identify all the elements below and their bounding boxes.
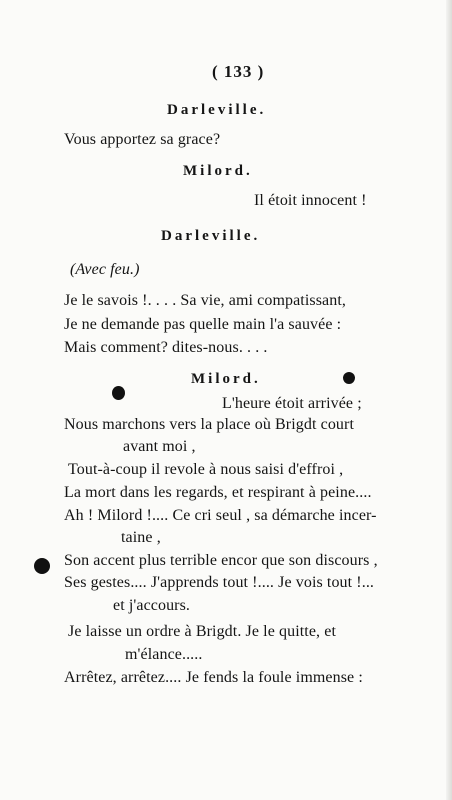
verse-line: Vous apportez sa grace? [64, 131, 221, 148]
speaker-name: Milord. [191, 371, 261, 387]
ink-blot [34, 558, 50, 574]
verse-line: taine , [121, 529, 161, 546]
verse-line: Arrêtez, arrêtez.... Je fends la foule immense : [64, 669, 363, 686]
page-number: ( 133 ) [212, 62, 265, 81]
verse-line: Ah ! Milord !.... Ce cri seul , sa démarche incer- [64, 507, 377, 524]
speaker-name: Darleville. [167, 102, 267, 118]
ink-blot [112, 386, 125, 400]
verse-line: m'élance..... [125, 646, 203, 663]
verse-line: Il étoit innocent ! [254, 192, 367, 209]
verse-line: Je laisse un ordre à Brigdt. Je le quitte, et [68, 623, 336, 640]
speaker-name: Milord. [183, 163, 253, 179]
verse-line: Tout-à-coup il revole à nous saisi d'effroi , [68, 461, 344, 478]
verse-line: avant moi , [123, 438, 196, 455]
verse-line: L'heure étoit arrivée ; [222, 395, 362, 412]
ink-blot [343, 372, 355, 384]
verse-line: Je ne demande pas quelle main l'a sauvée : [64, 316, 342, 333]
stage-direction: (Avec feu.) [70, 261, 140, 278]
verse-line: Nous marchons vers la place où Brigdt court [64, 416, 355, 433]
verse-line: Ses gestes.... J'apprends tout !.... Je vois tout !... [64, 574, 375, 591]
page-edge-shadow [446, 0, 452, 800]
verse-line: Mais comment? dites-nous. . . . [64, 339, 268, 356]
speaker-name: Darleville. [161, 228, 261, 244]
verse-line: Je le savois !. . . . Sa vie, ami compatissant, [64, 292, 346, 309]
verse-line: et j'accours. [113, 597, 191, 614]
verse-line: La mort dans les regards, et respirant à peine.... [64, 484, 372, 501]
verse-line: Son accent plus terrible encor que son discours , [64, 552, 378, 569]
